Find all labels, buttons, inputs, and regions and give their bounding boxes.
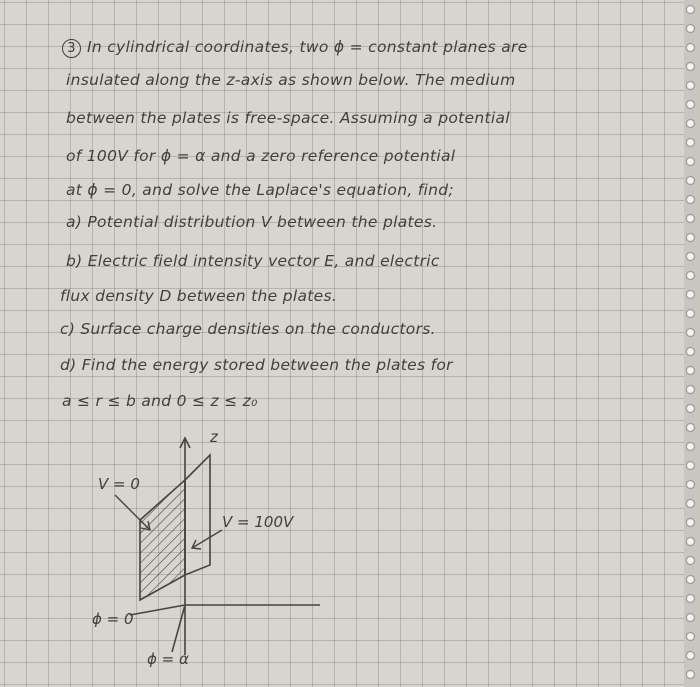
problem-line-5: at ϕ = 0, and solve the Laplace's equation, find; xyxy=(66,181,454,199)
part-a-text: a) Potential distribution V between the plates. xyxy=(66,213,438,231)
arrow-v100 xyxy=(192,530,222,548)
problem-number: 3 xyxy=(62,39,81,58)
base-line-phialpha xyxy=(172,605,185,652)
label-phialpha: ϕ = α xyxy=(147,650,189,668)
part-b-text-cont: flux density D between the plates. xyxy=(60,287,338,305)
label-v100: V = 100V xyxy=(222,513,294,531)
label-phi0: ϕ = 0 xyxy=(92,610,134,628)
problem-line-1: 3 In cylindrical coordinates, two ϕ = constant planes are xyxy=(62,38,528,58)
problem-line-3: between the plates is free-space. Assuming a potential xyxy=(66,109,510,127)
problem-line-2: insulated along the z-axis as shown below. The medium xyxy=(66,71,516,89)
plate-v0 xyxy=(140,480,185,600)
base-line-phi0 xyxy=(130,605,185,615)
part-d-text: d) Find the energy stored between the plates for xyxy=(60,356,453,374)
part-d-text-cont: a ≤ r ≤ b and 0 ≤ z ≤ z₀ xyxy=(62,392,258,410)
label-v0: V = 0 xyxy=(98,475,140,493)
z-axis-label: z xyxy=(210,428,218,446)
part-b-text: b) Electric field intensity vector E, and electric xyxy=(66,252,440,270)
plate-v100 xyxy=(185,455,210,575)
part-c-text: c) Surface charge densities on the conductors. xyxy=(60,320,436,338)
arrow-v0 xyxy=(115,495,150,530)
problem-line-4: of 100V for ϕ = α and a zero reference potential xyxy=(66,147,456,165)
